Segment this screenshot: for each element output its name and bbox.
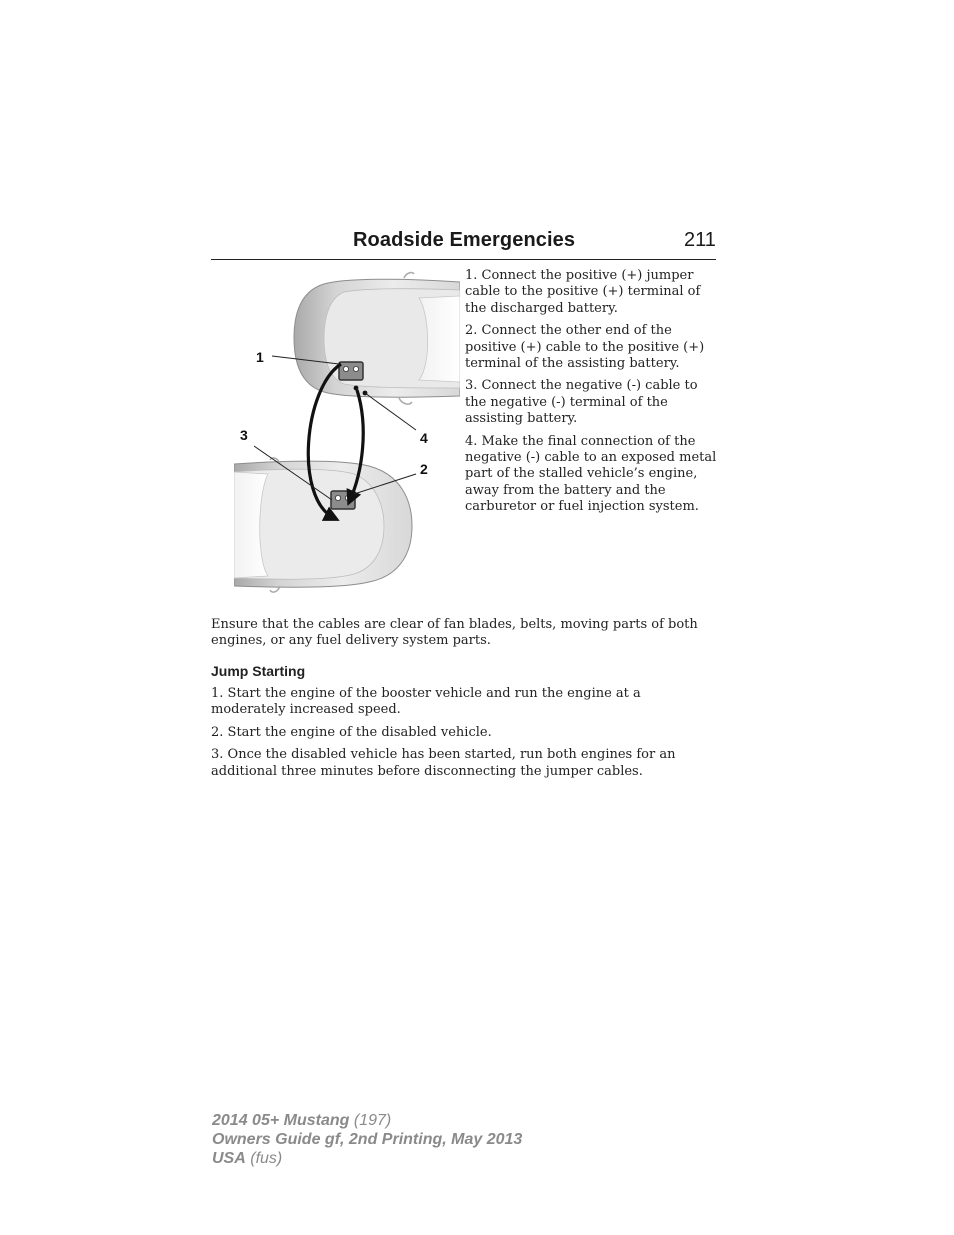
- page-number: 211: [684, 229, 716, 251]
- assisting-vehicle: [234, 458, 412, 592]
- callout-4: 4: [420, 430, 428, 446]
- connection-steps: [465, 268, 717, 522]
- step-item: 3. Connect the negative (-) cable to the negative (-) terminal of the assisting battery.: [465, 378, 698, 427]
- step-item: 4. Make the final connection of the negative (-) cable to an exposed metal part of the stalled vehicle’s engine, away from the battery and the carburetor or fuel injection system.: [465, 433, 717, 515]
- jump-starting-heading: Jump Starting: [211, 663, 306, 679]
- list-item: 3. Once the disabled vehicle has been started, run both engines for an additional three minutes before disconnecting the jumper cables.: [211, 747, 676, 779]
- list-item: 2. Start the engine of the disabled vehicle.: [211, 724, 492, 740]
- page-footer: [212, 1111, 522, 1168]
- callout-2: 2: [420, 461, 428, 477]
- jump-starting-list: [211, 686, 719, 780]
- section-title: Roadside Emergencies: [353, 229, 576, 251]
- step-item: 1. Connect the positive (+) jumper cable to the positive (+) terminal of the discharged battery.: [465, 268, 701, 316]
- list-item: 1. Start the engine of the booster vehicle and run the engine at a moderately increased speed.: [211, 686, 641, 718]
- callout-line-4: [365, 393, 416, 430]
- callout-1: 1: [256, 349, 264, 365]
- step-item: 2. Connect the other end of the positive (+) cable to the positive (+) terminal of the assisting battery.: [465, 323, 705, 372]
- footer-line-1: 2014 05+ Mustang (197): [212, 1112, 392, 1129]
- discharged-vehicle: [294, 273, 460, 404]
- safety-note: [211, 617, 719, 650]
- jump-start-diagram: [234, 268, 460, 598]
- callout-3: 3: [240, 427, 248, 443]
- safety-note-text: Ensure that the cables are clear of fan blades, belts, moving parts of both engines, or any fuel delivery system parts.: [211, 617, 698, 649]
- header-divider: [211, 259, 716, 260]
- footer-line-3: USA (fus): [212, 1150, 283, 1167]
- footer-line-2: Owners Guide gf, 2nd Printing, May 2013: [212, 1131, 523, 1148]
